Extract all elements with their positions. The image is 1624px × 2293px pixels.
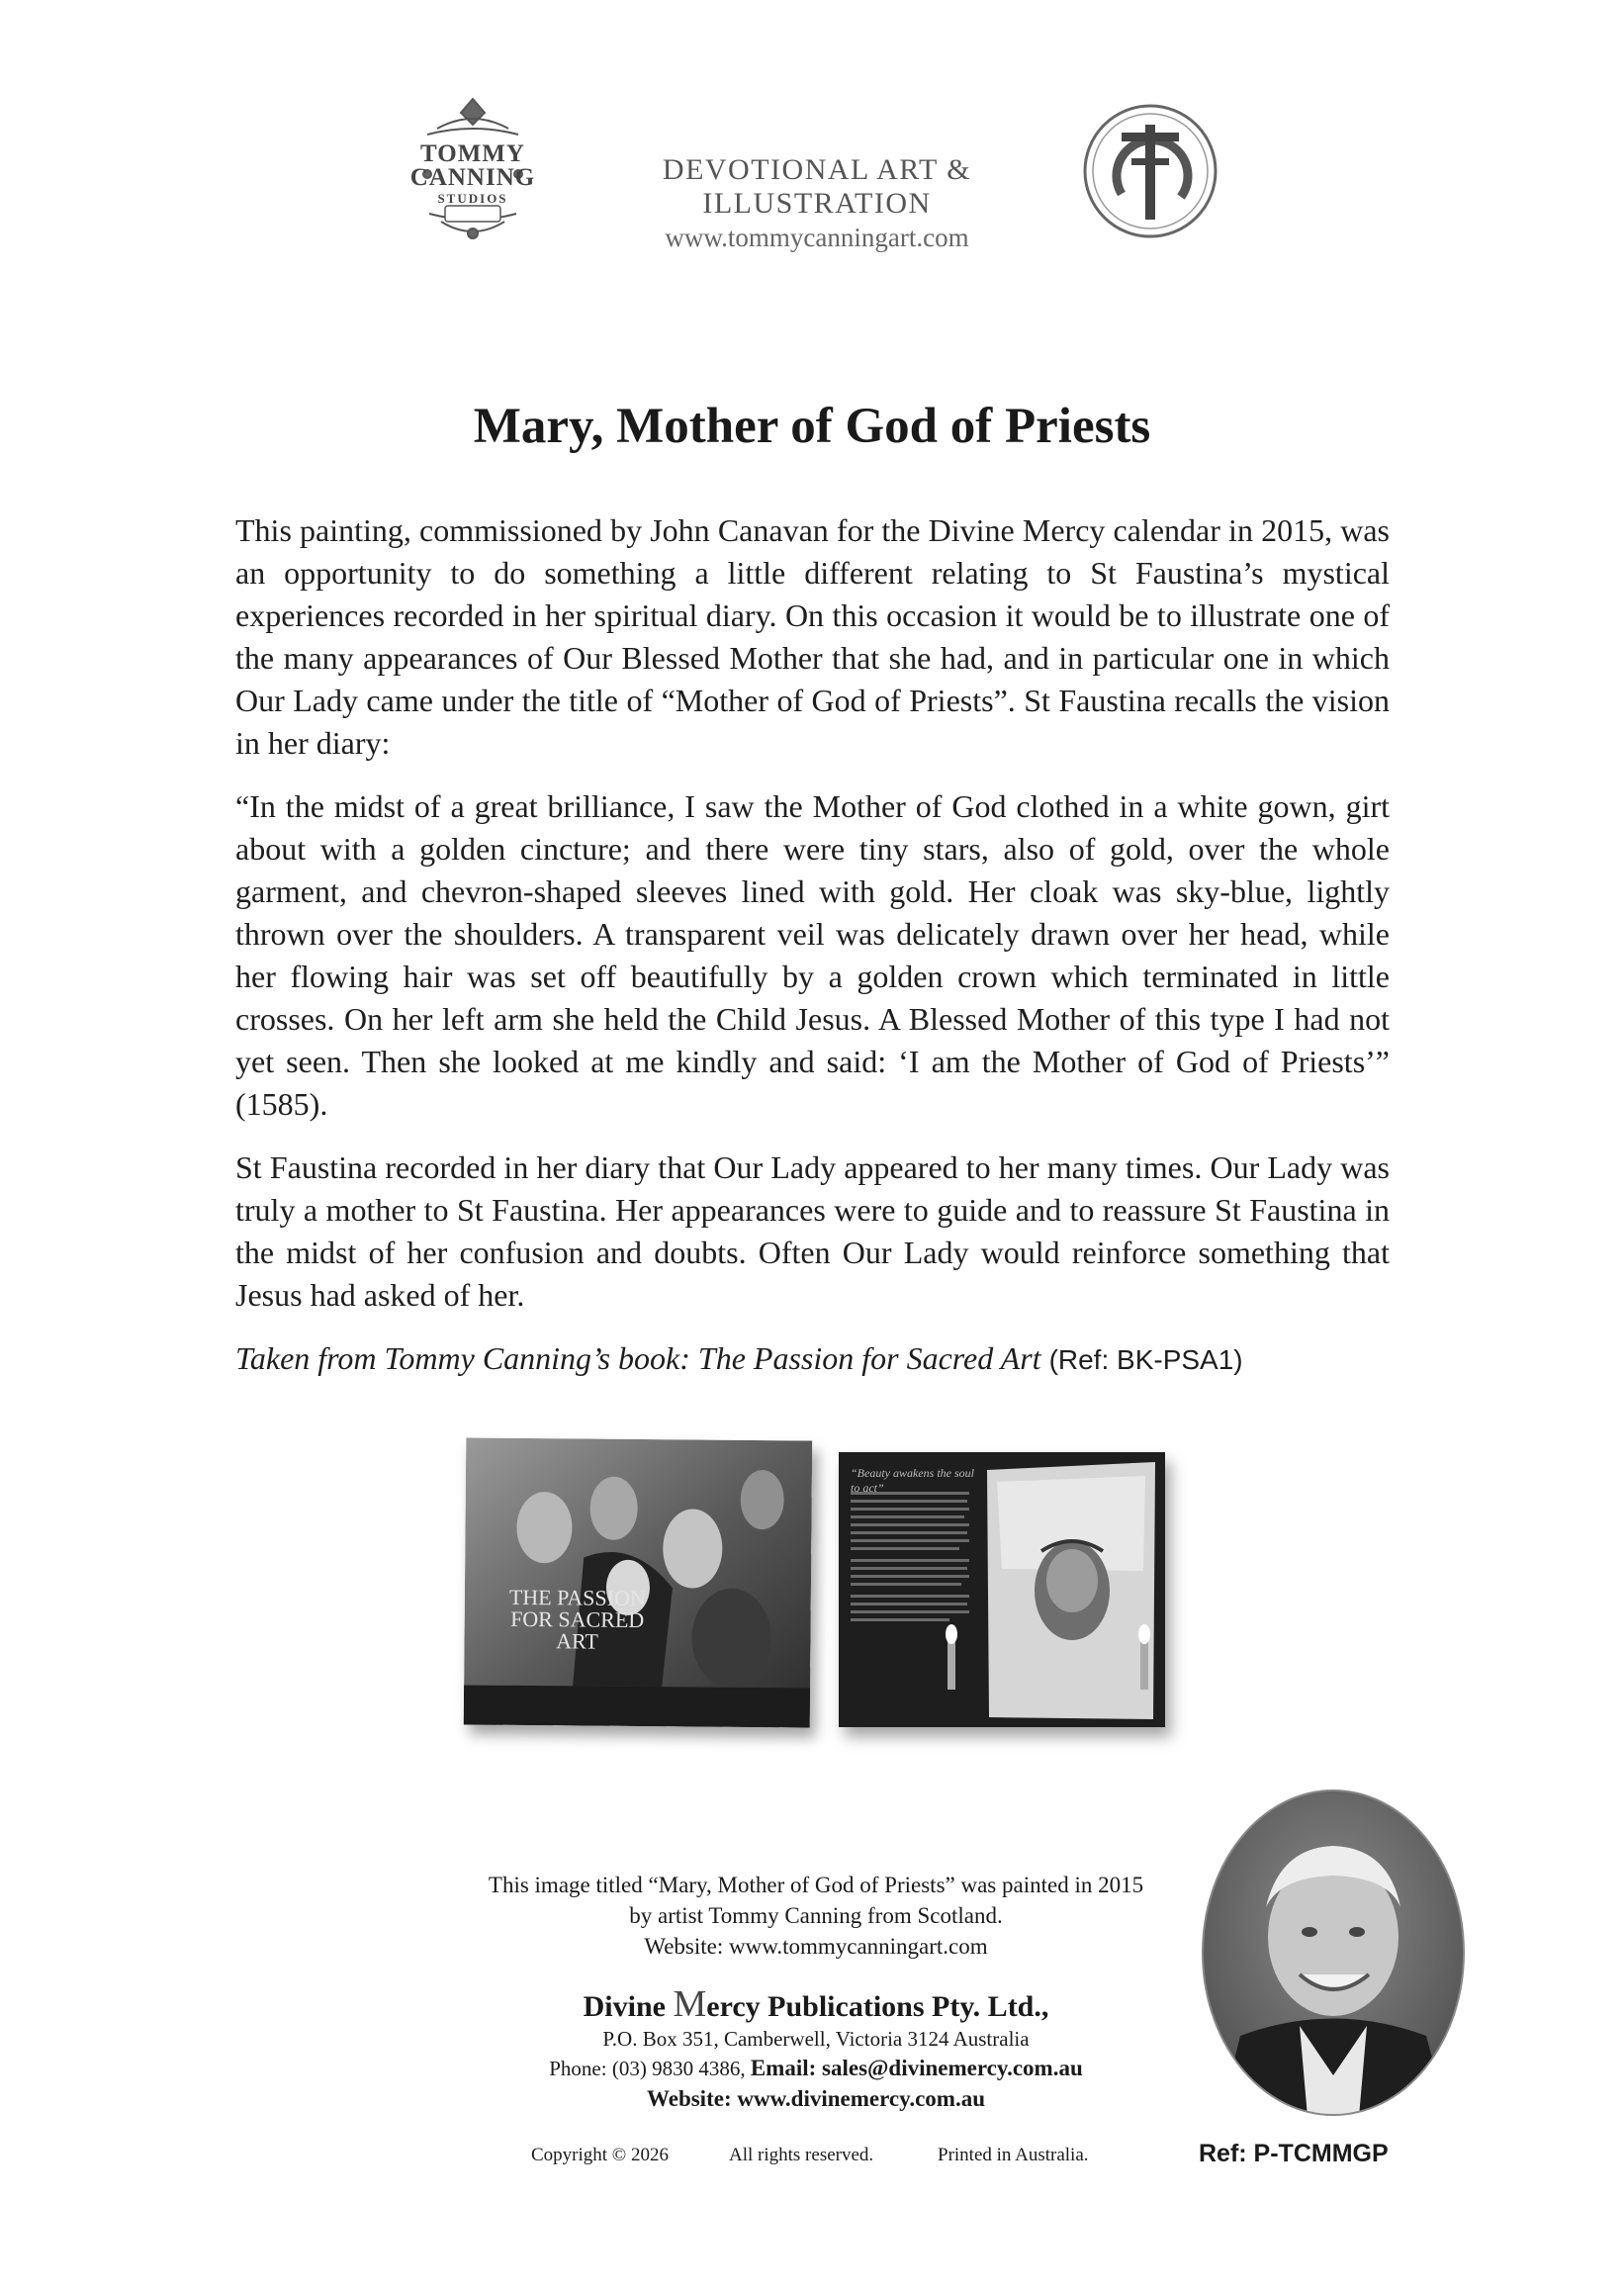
paragraph-diary-quote: “In the midst of a great brilliance, I saw the Mother of God clothed in a white gown, girt about with a golden cincture; and there were tiny stars, also of gold, over the whole garment, and chevron-shaped sleeves lined with gold. Her cloak was sky-blue, lightly thrown over the shoulders. A transparent veil was delicately drawn over her head, while her flowing hair was set off beautifully by a golden crown which terminated in little crosses. On her left arm she held the Child Jesus. A Blessed Mother of this type I had not yet seen. Then she looked at me kindly and said: ‘I am the Mother of God of Priests’” (1585). — [235, 788, 1390, 1122]
logo-line-tommy: TOMMY — [420, 140, 525, 167]
copyright: Copyright © 2026 — [531, 2145, 669, 2165]
header-tagline: DEVOTIONAL ART & ILLUSTRATION — [662, 153, 972, 220]
printed-in: Printed in Australia. — [938, 2145, 1089, 2165]
tommy-canning-studios-logo — [407, 95, 538, 243]
page-title: Mary, Mother of God of Priests — [473, 399, 1151, 454]
publisher-phone: Phone: (03) 9830 4386, — [549, 2057, 746, 2080]
artist-portrait-image — [1201, 1789, 1466, 2117]
footer-line-website: Website: www.tommycanningart.com — [644, 1934, 988, 1959]
footer-line-artist: by artist Tommy Canning from Scotland. — [629, 1903, 1003, 1928]
paragraph-appearances: St Faustina recorded in her diary that Our Lady appeared to her many times. Our Lady was truly a mother to St Faustina. Her appearances were to guide and to reassure St Faustina in the midst of her confusion and doubts. Often Our Lady would reinforce something that Jesus had asked of her. — [235, 1149, 1390, 1313]
publisher-m-cross-glyph: M — [673, 1983, 707, 2025]
publisher-website: Website: www.divinemercy.com.au — [647, 2086, 985, 2111]
publisher-name-pre: Divine — [583, 1990, 674, 2023]
header-text-block — [560, 153, 1074, 253]
publisher-contact — [415, 2054, 1217, 2083]
book-spread-image — [839, 1452, 1165, 1727]
reference-code: Ref: P-TCMMGP — [1199, 2140, 1389, 2167]
footer-line-title: This image titled “Mary, Mother of God of Priests” was painted in 2015 — [488, 1873, 1144, 1897]
book-credit — [235, 1337, 1390, 1381]
publisher-address: P.O. Box 351, Camberwell, Victoria 3124 Australia — [602, 2027, 1030, 2051]
book-cover-image — [464, 1437, 813, 1727]
footer — [415, 1870, 1217, 2115]
article-body — [235, 509, 1390, 1402]
publisher-email: Email: sales@divinemercy.com.au — [750, 2056, 1083, 2080]
rights-reserved: All rights reserved. — [729, 2145, 874, 2165]
logo-line-canning: CANNING — [409, 164, 536, 191]
publisher-name — [415, 1983, 1217, 2025]
publisher-name-post: ercy Publications Pty. Ltd., — [706, 1990, 1049, 2023]
book-credit-text: Taken from Tommy Canning’s book: The Passion for Sacred Art — [235, 1340, 1041, 1376]
book-credit-ref: (Ref: BK-PSA1) — [1048, 1344, 1243, 1375]
tc-monogram-icon — [1082, 103, 1218, 239]
header-website: www.tommycanningart.com — [665, 223, 969, 252]
book-cover-title: THE PASSION FOR SACRED ART — [508, 1584, 646, 1654]
logo-line-studios: STUDIOS — [437, 191, 508, 206]
book-spread-quote: “Beauty awakens the soul to act” — [851, 1466, 974, 1495]
paragraph-intro: This painting, commissioned by John Canavan for the Divine Mercy calendar in 2015, was an opportunity to do something a little different relating to St Faustina’s mystical experiences recorded in her spiritual diary. On this occasion it would be to illustrate one of the many appearances of Our Blessed Mother that she had, and in particular one in which Our Lady came under the title of “Mother of God of Priests”. St Faustina recalls the vision in her diary: — [235, 512, 1390, 761]
